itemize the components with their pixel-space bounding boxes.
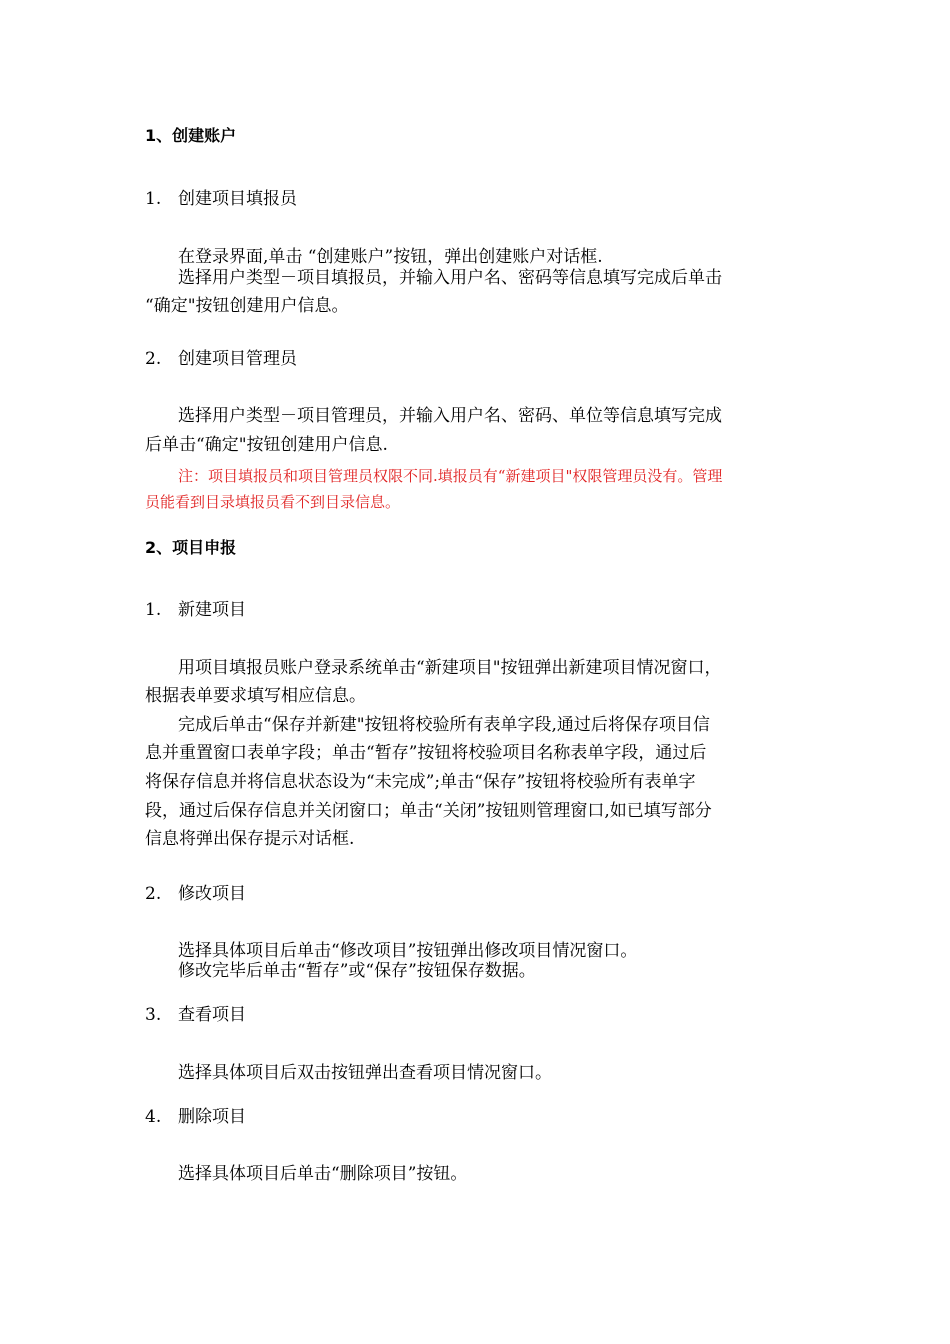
subsection-number: 2. <box>145 349 162 369</box>
subsection-2-1 <box>145 598 246 622</box>
paragraph-line: 在登录界面,单击 “创建账户”按钮，弹出创建账户对话框. <box>178 247 603 267</box>
subsection-number: 4. <box>145 1107 162 1127</box>
subsection-2-4 <box>145 1105 246 1129</box>
paragraph-line: 选择具体项目后双击按钮弹出查看项目情况窗口。 <box>178 1063 552 1083</box>
paragraph-line: 将保存信息并将信息状态设为“未完成”;单击“保存”按钮将校验所有表单字 <box>145 772 696 792</box>
paragraph-line: 后单击“确定"按钮创建用户信息. <box>145 435 388 455</box>
subsection-title: 新建项目 <box>178 600 246 620</box>
paragraph-line: 息并重置窗口表单字段；单击“暂存”按钮将校验项目名称表单字段，通过后 <box>145 743 707 763</box>
subsection-title: 创建项目管理员 <box>178 349 297 369</box>
subsection-title: 查看项目 <box>178 1005 246 1025</box>
subsection-number: 2. <box>145 884 162 904</box>
paragraph-line: 选择用户类型－项目填报员，并输入用户名、密码等信息填写完成后单击 <box>178 268 722 288</box>
paragraph-line: 完成后单击“保存并新建"按钮将校验所有表单字段,通过后将保存项目信 <box>178 715 710 735</box>
subsection-number: 1. <box>145 600 162 620</box>
subsection-title: 修改项目 <box>178 884 246 904</box>
subsection-1-2 <box>145 347 297 371</box>
paragraph-line: “确定"按钮创建用户信息。 <box>145 296 349 316</box>
paragraph-line: 段，通过后保存信息并关闭窗口；单击“关闭”按钮则管理窗口,如已填写部分 <box>145 801 712 821</box>
paragraph-line: 选择具体项目后单击“修改项目”按钮弹出修改项目情况窗口。 <box>178 941 638 961</box>
paragraph-line: 修改完毕后单击“暂存”或“保存”按钮保存数据。 <box>178 961 536 981</box>
paragraph-line: 用项目填报员账户登录系统单击“新建项目"按钮弹出新建项目情况窗口， <box>178 658 722 678</box>
subsection-2-3 <box>145 1003 246 1027</box>
subsection-1-1 <box>145 187 297 211</box>
subsection-2-2 <box>145 882 246 906</box>
paragraph-line: 根据表单要求填写相应信息。 <box>145 686 366 706</box>
section-1-title: 1、创建账户 <box>145 126 237 145</box>
subsection-title: 删除项目 <box>178 1107 246 1127</box>
section-2-title: 2、项目申报 <box>145 538 237 557</box>
subsection-number: 3. <box>145 1005 162 1025</box>
subsection-number: 1. <box>145 189 162 209</box>
note-line: 员能看到目录填报员看不到目录信息。 <box>145 493 401 511</box>
paragraph-line: 信息将弹出保存提示对话框. <box>145 829 355 849</box>
subsection-title: 创建项目填报员 <box>178 189 297 209</box>
paragraph-line: 选择具体项目后单击“删除项目”按钮。 <box>178 1164 468 1184</box>
note-line: 注：项目填报员和项目管理员权限不同.填报员有“新建项目"权限管理员没有。管理 <box>178 467 723 485</box>
paragraph-line: 选择用户类型－项目管理员，并输入用户名、密码、单位等信息填写完成 <box>178 406 722 426</box>
